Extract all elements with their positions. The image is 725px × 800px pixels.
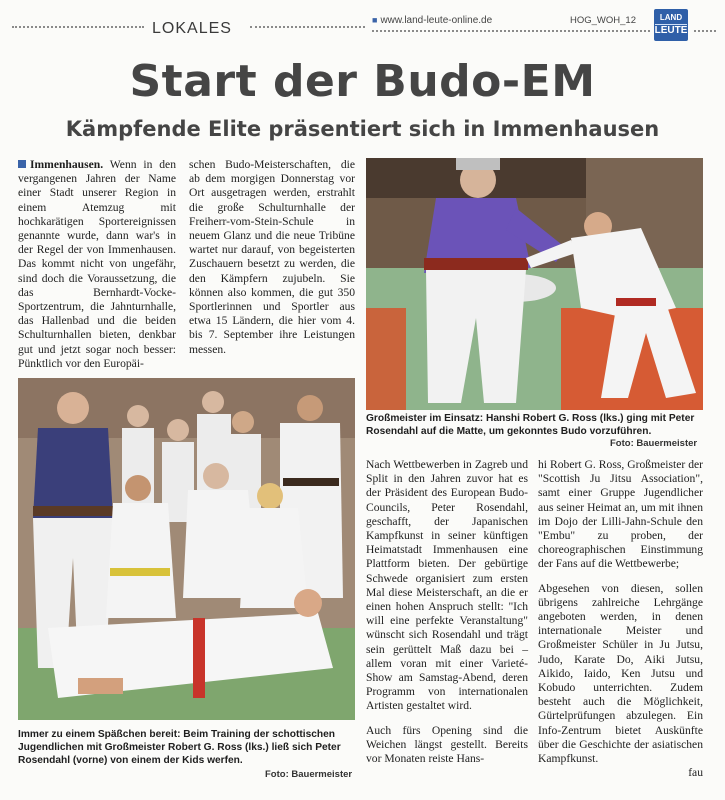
- photo-demonstration: [366, 158, 703, 410]
- header-rule-end: [694, 30, 716, 32]
- photo-credit: Foto: Bauermeister: [265, 769, 353, 780]
- header-rule-right: [372, 30, 650, 32]
- article-paragraph: Abgesehen von diesen, sollen übrigens zahlreiche Lehrgänge angeboten werden, in denen internationale Meister und Großmeister Schüler in Ju Jutsu, Judo, Karate Do, Aiki Jutsu, Aikido, Iaido, Ken Jutsu und Kobudo unterrichten. Zudem besteht auch die Möglichkeit, Gürtelprüfungen abzulegen. Ein Info-Zentrum bietet Auskünfte über die Geschichte der asiatischen Kampfkunst.: [538, 581, 703, 766]
- dateline-city: Immenhausen.: [30, 158, 104, 171]
- article-paragraph: Auch fürs Opening sind die Weichen längst gestellt. Bereits vor Monaten reiste Hans-: [366, 723, 528, 766]
- article-column-3: [366, 458, 528, 766]
- article-text: schen Budo-Meisterschaften, die ab dem morgigen Donnerstag vor Ort ausgetragen werden, erstrahlt die große Schulturnhalle der Freiherr-vom-Stein-Schule in neuem Glanz und die neue Tribüne wartet nur darauf, von begeisterten Zuschauern besetzt zu werden, die den Kämpfern zujubeln. Sie können also kommen, die gut 350 Sportlerinnen und Sportler aus etwa 15 Ländern, die hier vom 4. bis 7. September ihre Leistungen messen.: [189, 158, 355, 356]
- page-header: [0, 0, 725, 44]
- photo-caption-demonstration: Großmeister im Einsatz: Hanshi Robert G. Ross (lks.) ging mit Peter Rosendahl auf die Matte, um gekonntes Budo vorzuführen.: [366, 413, 695, 437]
- page-code: HOG_WOH_12: [570, 15, 636, 26]
- photo-training: [18, 378, 355, 720]
- section-label: LOKALES: [152, 20, 232, 37]
- bullet-icon: ■: [372, 15, 378, 25]
- photo-caption-training: Immer zu einem Späßchen bereit: Beim Training der schottischen Jugendlichen mit Großmeister Robert G. Ross (lks.) ließ sich Peter Rosendahl (vorne) von einem der Kids werfen.: [18, 729, 341, 766]
- author-initials: fau: [688, 766, 703, 780]
- subheadline: Kämpfende Elite präsentiert sich in Immenhausen: [65, 117, 660, 141]
- headline: Start der Budo-EM: [129, 56, 596, 107]
- article-paragraph: Nach Wettbewerben in Zagreb und Split in den Jahren zuvor hat es der Präsident des European Budo-Councils, Peter Rosendahl, geschafft, der Japanischen Kampfkunst in seiner künftigen Heimatstadt Immenhausen eine Plattform bieten. Der gebürtige Schwede organisiert zum ersten Mal diese Meisterschaft, an die er einen hohen Anspruch stellt: "Ich will eine perfekte Veranstaltung" wünscht sich Rosendahl und trägt sein gerüttelt Maß dazu bei – allem voran mit einer Varieté-Show am Samstag-Abend, deren Programm von internationalen Artisten gestaltet wird.: [366, 458, 528, 713]
- header-rule-middle: [250, 26, 365, 28]
- article-column-2: [189, 158, 355, 357]
- article-column-1: [18, 158, 176, 371]
- article-text: Wenn in den vergangenen Jahren der Name einer Stadt unserer Region in einem Atemzug mit hochkarätigen Sportereignissen genannte wurde, dann war's in der Regel der von Immenhausen. Das kommt nicht von ungefähr, sind doch die Voraussetzung, die das Bernhardt-Vocke-Sportzentrum, die Jahnturnhalle, das Hallenbad und die beiden Schulturnhallen bieten, denkbar gut und jetzt sogar noch besser: Pünktlich vor den Europäi-: [18, 158, 176, 370]
- photo-credit: Foto: Bauermeister: [610, 438, 698, 449]
- publication-logo: LAND LEUTE: [654, 9, 688, 41]
- site-url[interactable]: ■ www.land-leute-online.de: [372, 15, 493, 26]
- photo-training-image: [18, 378, 355, 720]
- header-rule-left: [12, 26, 144, 28]
- article-paragraph: hi Robert G. Ross, Großmeister der "Scottish Ju Jitsu Association", samt einer Gruppe Jugendlicher aus seiner Heimat an, um mit ihnen im Dojo der Lilli-Jahn-Schule den "Embu" zu proben, der choreographischen Einstimmung der Fans auf die Wettbewerbe;: [538, 458, 703, 571]
- bullet-icon: [18, 160, 26, 168]
- photo-demonstration-image: [366, 158, 703, 410]
- article-column-4: [538, 458, 703, 780]
